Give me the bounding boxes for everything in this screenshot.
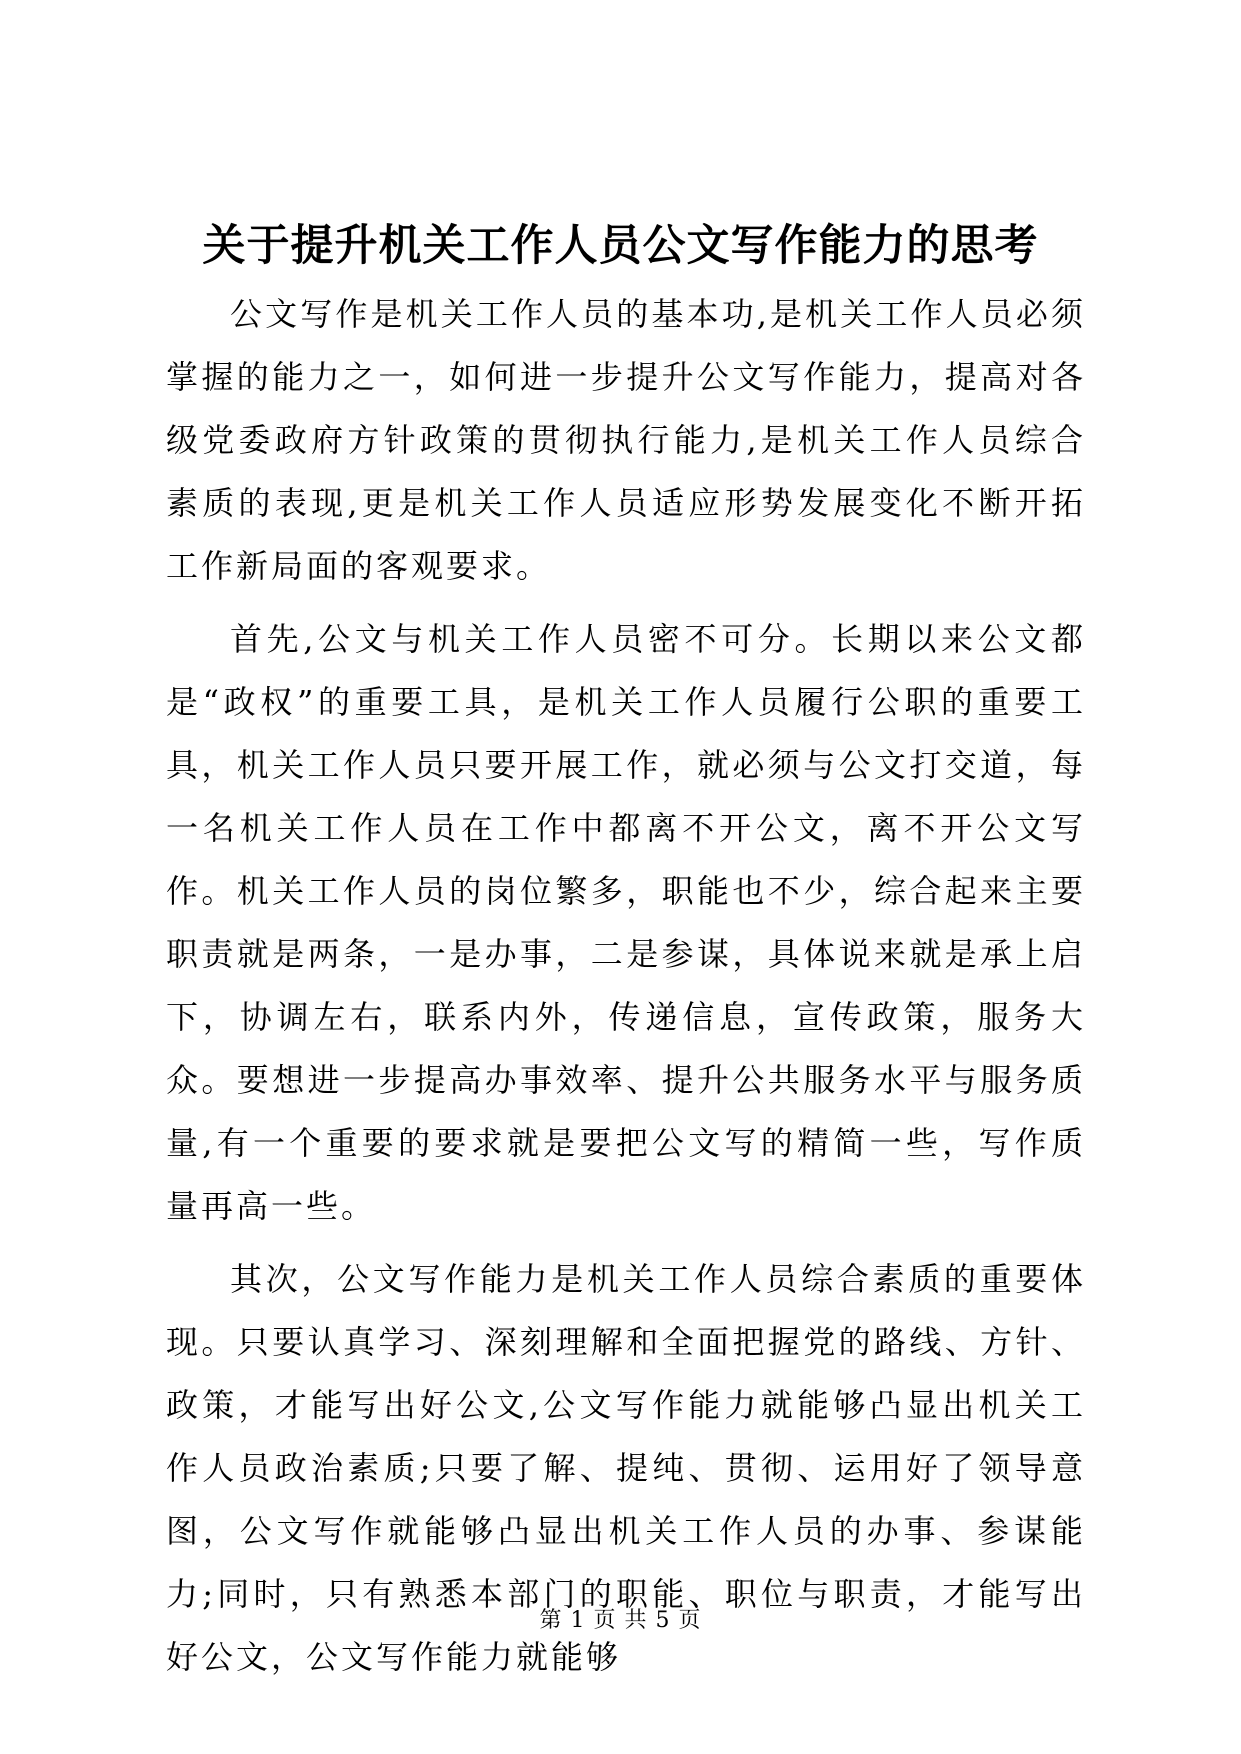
page-number-footer: 第 1 页 共 5 页 xyxy=(539,1608,702,1633)
paragraph-3: 其次，公文写作能力是机关工作人员综合素质的重要体现。只要认真学习、深刻理解和全面把握党的路线、方针、政策，才能写出好公文,公文写作能力就能够凸显出机关工作人员政治素质;只要了解、提纯、贯彻、运用好了领导意图，公文写作就能够凸显出机关工作人员的办事、参谋能力;同时，只有熟悉本部门的职能、职位与职责，才能写出好公文，公文写作能力就能够 xyxy=(166,1260,1086,1676)
paragraph-2: 首先,公文与机关工作人员密不可分。长期以来公文都是“政权”的重要工具，是机关工作人员履行公职的重要工具，机关工作人员只要开展工作，就必须与公文打交道，每一名机关工作人员在工作中都离不开公文，离不开公文写作。机关工作人员的岗位繁多，职能也不少，综合起来主要职责就是两条，一是办事，二是参谋，具体说来就是承上启下，协调左右，联系内外，传递信息，宣传政策，服务大众。要想进一步提高办事效率、提升公共服务水平与服务质量,有一个重要的要求就是要把公文写的精简一些，写作质量再高一些。 xyxy=(166,620,1086,1225)
document-title: 关于提升机关工作人员公文写作能力的思考 xyxy=(202,221,1039,271)
document-body xyxy=(166,283,1086,1699)
paragraph-1: 公文写作是机关工作人员的基本功,是机关工作人员必须掌握的能力之一，如何进一步提升公文写作能力，提高对各级党委政府方针政策的贯彻执行能力,是机关工作人员综合素质的表现,更是机关工作人员适应形势发展变化不断开拓工作新局面的客观要求。 xyxy=(166,295,1086,585)
